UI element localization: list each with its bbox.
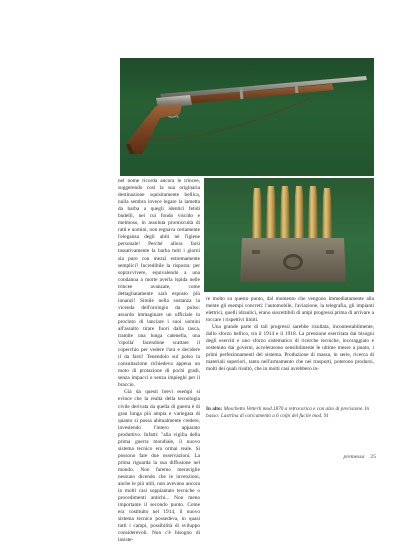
caption-lead: In alto: — [206, 406, 223, 412]
photo-caption — [206, 406, 374, 420]
left-text-column — [118, 178, 200, 544]
section-name: premessa — [343, 454, 365, 460]
cartridge-clip-photo — [204, 178, 374, 292]
left-paragraph-2: Già da questi brevi esempi si evince che la realtà della tecnologia civile derivata da quella di guerra è di gran lunga più ampia e variegata di quanto si possa abitualmente credere, investendo l'intero apparato produttivo. Infatti: "alla vigilia della prima guerra mondiale, il nuovo sistema tecnico era ormai reale. Si possono fare due osservazioni. La prima riguarda la sua diffusione nel mondo. Non faremo meraviglie nessuno dicendo che le invenzioni, anche le più utili, non avevano ancora in molti casi soppiantato tecniche o procedimenti antichi... Non meno importante il secondo punto. Come era costituito nel 1914, il nuovo sistema tecnico possedeva, in quasi tutti i campi, possibilità di sviluppo considerevoli. Non c'è bisogno di insiste- — [118, 389, 200, 544]
cartridge-clip-illustration — [204, 178, 374, 292]
right-paragraph-2: Una grande parte di tali progressi sarebbe risultata, incontestabilmente, dallo sforzo bellico, tra il 1914 e il 1918. La pressione esercitata dai bisogni degli eserciti e uno sforzo sistematico di ricerche tecniche, incoraggiato e sostenuto dai governi, accelerarono sensibilmente le ultime messe a punto, i primi perfezionamenti del sistema. Produzione di massa, in serie, ricerca di materiali superiori, tanto nell'armamento che nei trasporti, poterono prodursi, molti dei quali risultò, che in molti casi avrebbero in- — [206, 324, 374, 373]
left-paragraph-1: nel nome ricorda ancora le trincee, suggerendo così la sua originaria destinazione squisitamente bellica, nulla sembra invece legare la lametta da barba a quegli identici fetidi budelli, nei cui fondo viscido e melmoso, in assoluta promiscuità di ratti e uomini, non regnava certamente l'eleganza degli abiti né l'igiene personale! Perché allora farsi tassativamente la barba tutti i giorni sia pure con mezzi estremamente semplici? Incredibile la risposta: per sopravvivere, equivalendo a una condanna a morte averla ispida nelle trincee avanzate, come dettagliatamente sarà esposto più innanzi! Simile nella sostanza la vicenda dell'orologio da polso: assurdo immaginare un ufficiale in procinto di lanciare i suoi uomini all'assalto tirare fuori dalla tasca, tramite una lunga catenella, una 'cipolla' facendone scattare il coperchio per vedere l'ora e decidere il da farsi! Tenendolo sul polso la consultazione richiedeva appena un moto di protazione di pochi gradi, senza impacci e senza impieghi per il braccio. — [118, 178, 200, 389]
rifle-photo — [120, 58, 374, 176]
right-paragraph-1: re molto su questo punto, dal momento che vengono immediatamente alla mente gli esempi concreti: l'automobile, l'aviazione, la telegrafia, gli impianti elettrici, quelli idraulici, erano suscettibili di ampi progressi prima di arrivare a toccare i rispettivi limiti. — [206, 296, 374, 324]
page-footer — [320, 454, 376, 460]
right-text-column — [206, 296, 374, 374]
page-number: 25 — [370, 454, 376, 460]
caption-text: Moschetto Vetterli mod.1870 a retrocarica e con alzo di precisione. In basso: Lastrina di caricamento a 6 colpi del fucile mod. 91 — [206, 406, 370, 419]
rifle-illustration — [120, 58, 374, 176]
